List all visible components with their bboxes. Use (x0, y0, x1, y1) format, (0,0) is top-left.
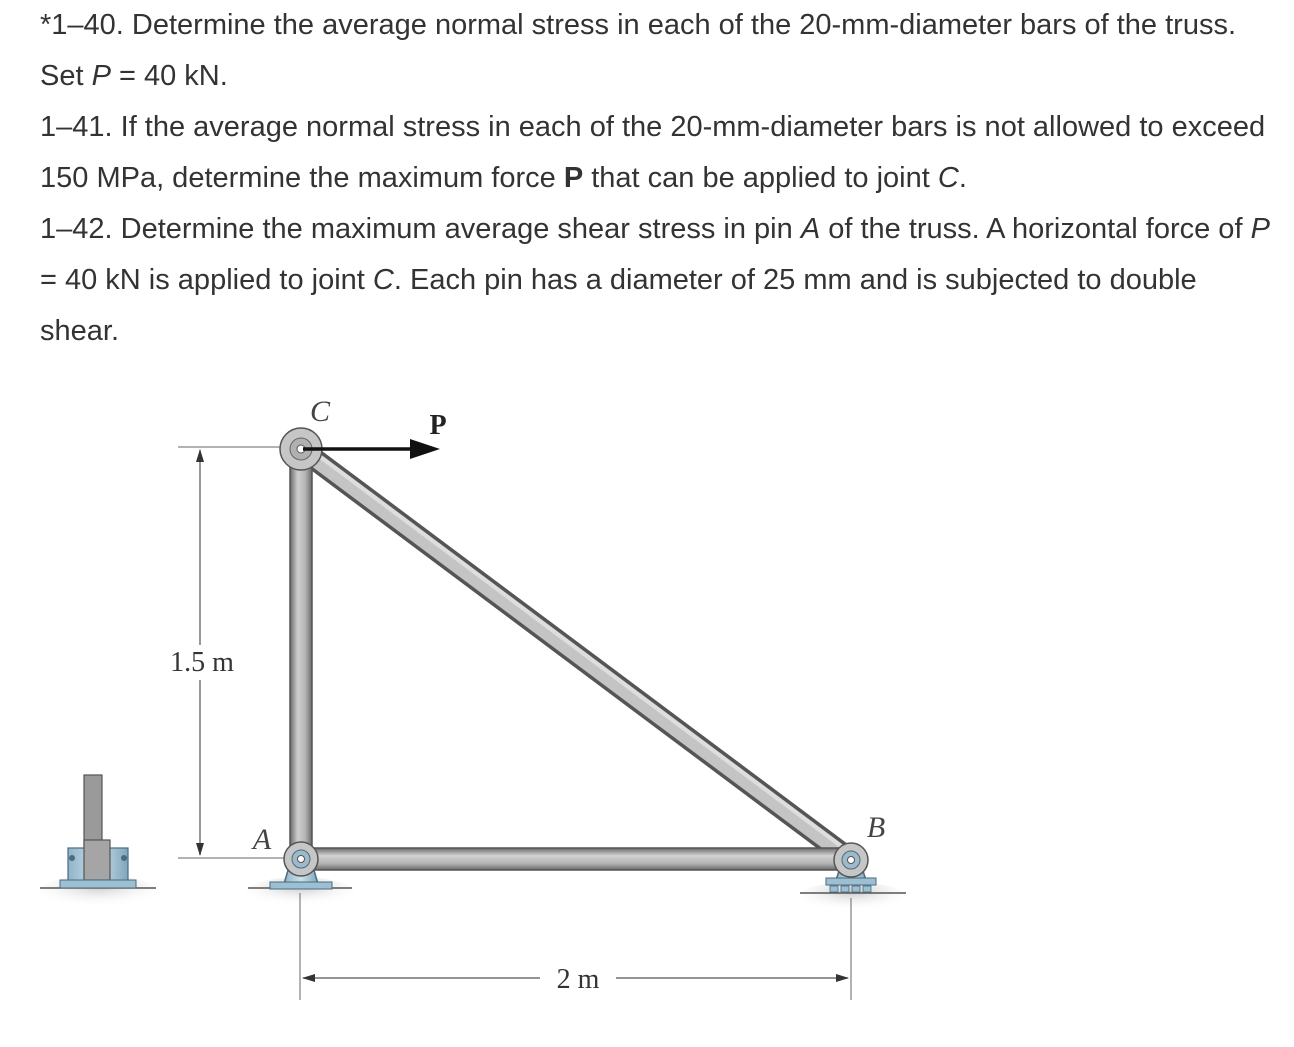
label-b: B (866, 811, 886, 844)
problem-number: 1–42. (40, 213, 113, 245)
problem-statements (40, 0, 1270, 357)
bar-ab (301, 848, 851, 870)
dimension-label-horizontal: 2 m (556, 964, 600, 995)
problem-number: 1–41. (40, 111, 113, 143)
truss-figure (0, 390, 1000, 1047)
support-side-view (38, 775, 158, 911)
problem-number: *1–40. (40, 9, 124, 41)
dimension-label-vertical: 1.5 m (170, 647, 234, 678)
label-p: P (429, 410, 447, 441)
label-c: C (309, 395, 331, 428)
problem-1-42: 1–42. Determine the maximum average shear stress in pin A of the truss. A horizontal force of P = 40 kN is applied to joint C. Each pin has a diameter of 25 mm and is subjected to double shear. (40, 213, 1270, 347)
dimension-horizontal (300, 893, 851, 1000)
label-a: A (252, 823, 272, 856)
dimension-vertical (170, 447, 290, 858)
problem-1-40: *1–40. Determine the average normal stress in each of the 20-mm-diameter bars of the truss. Set P = 40 kN. (40, 9, 1237, 92)
problem-1-41: 1–41. If the average normal stress in each of the 20-mm-diameter bars is not allowed to exceed 150 MPa, determine the maximum force P that can be applied to joint C. (40, 111, 1266, 194)
bar-ac (290, 449, 312, 859)
